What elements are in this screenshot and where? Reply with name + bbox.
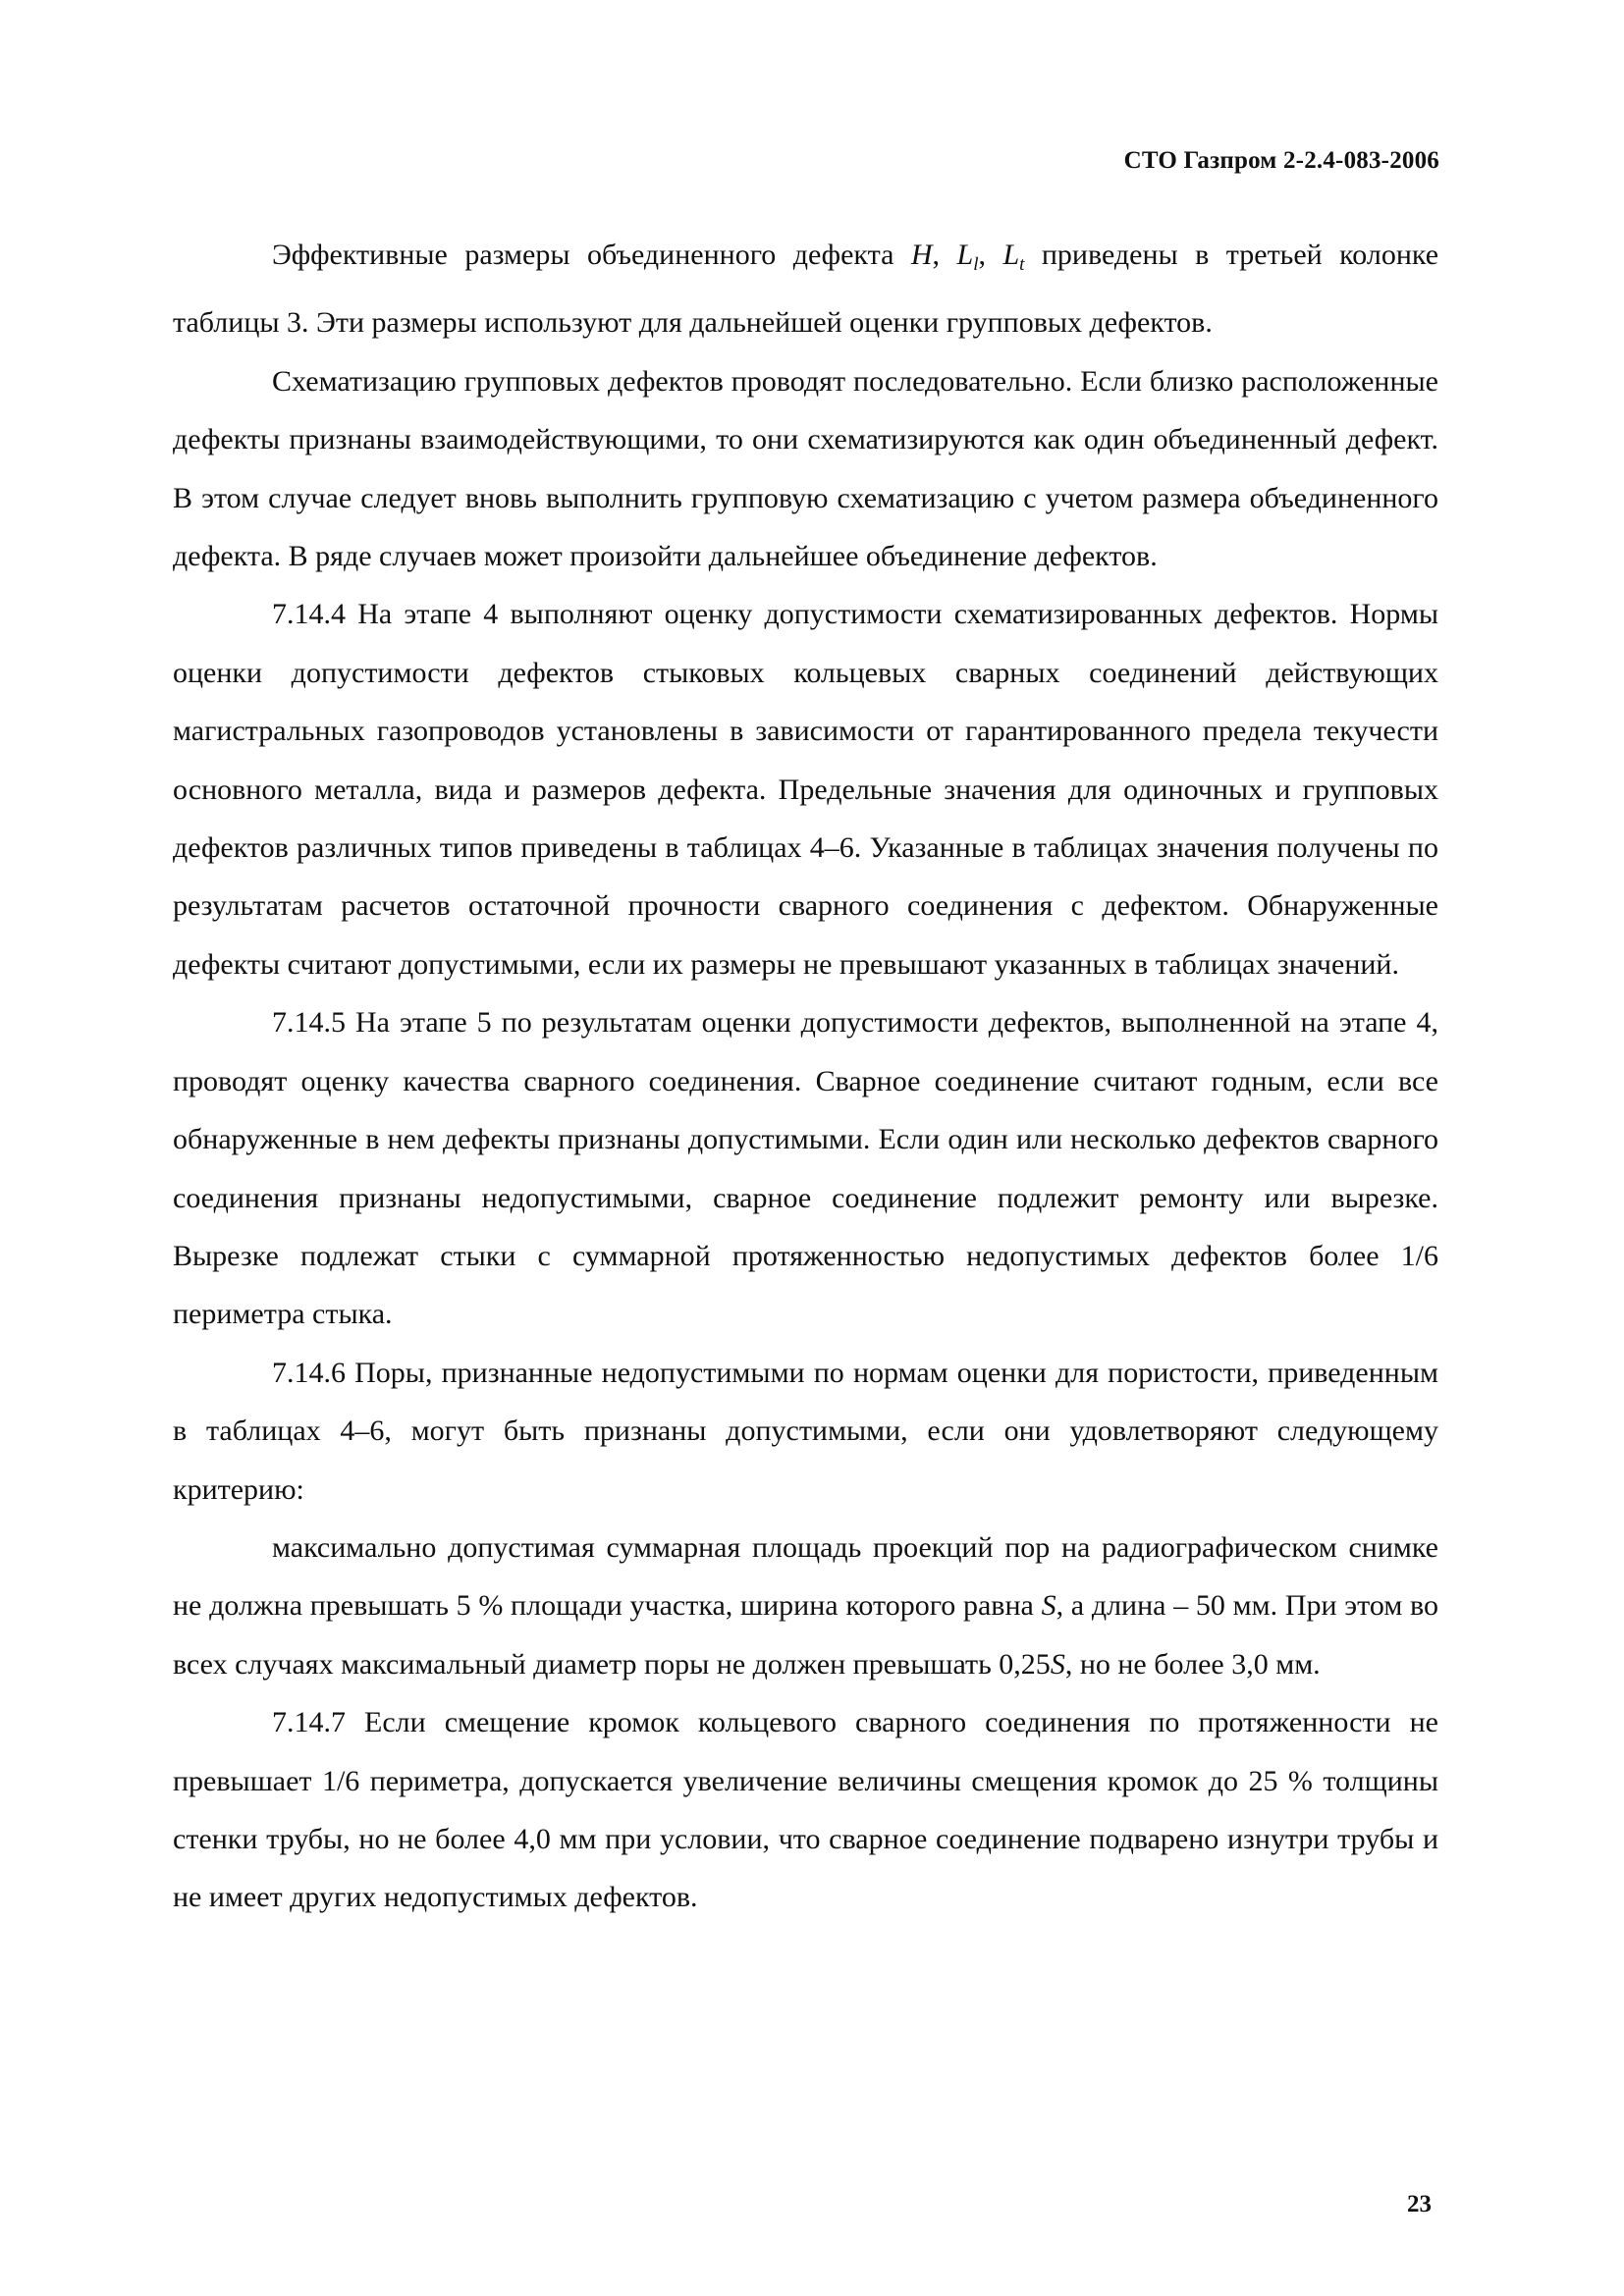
page-number: 23 — [1407, 2191, 1432, 2217]
paragraph-text: , но не более 3,0 мм. — [1064, 1647, 1321, 1681]
paragraph-text: приведены в третьей колонке таблицы 3. Эти размеры используют для дальнейшей оценки групповых дефектов. — [173, 239, 1439, 340]
paragraph-7-14-7: 7.14.7 Если смещение кромок кольцевого сварного соединения по протяженности не превышает 1/6 периметра, допускается увеличение величины смещения кромок до 25 % толщины стенки трубы, но не более 4,0 мм при условии, что сварное соединение подварено изнутри трубы и не имеет других недопустимых дефектов. — [173, 1706, 1438, 1914]
separator: , — [932, 239, 957, 271]
paragraph-text: , а длина – 50 мм. При этом во всех случаях максимальный диаметр поры не должен превышать 0,25 — [173, 1589, 1438, 1681]
paragraph-7-14-6: 7.14.6 Поры, признанные недопустимыми по нормам оценки для пористости, приведенным в таблицах 4–6, могут быть признаны допустимыми, если они удовлетворяют следующему критерию: — [173, 1356, 1438, 1506]
subscript-t: t — [1019, 254, 1025, 275]
paragraph-effective-sizes — [173, 226, 1438, 352]
symbol-S: S — [1050, 1647, 1065, 1681]
symbol-L2: L — [1002, 239, 1020, 271]
document-header: СТО Газпром 2-2.4-083-2006 — [1123, 147, 1439, 174]
body-text — [173, 226, 1438, 1927]
paragraph-7-14-4: 7.14.4 На этапе 4 выполняют оценку допустимости схематизированных дефектов. Нормы оценки допустимости дефектов стыковых кольцевых сварных соединений действующих магистральных газопроводов установлены в зависимости от гарантированного предела текучести основного металла, вида и размеров дефекта. Предельные значения для одиночных и групповых дефектов различных типов приведены в таблицах 4–6. Указанные в таблицах значения получены по результатам расчетов остаточной прочности сварного соединения с дефектом. Обнаруженные дефекты считают допустимыми, если их размеры не превышают указанных в таблицах значений. — [173, 598, 1438, 981]
subscript-l: l — [973, 254, 979, 275]
symbol-S: S — [1041, 1589, 1056, 1623]
paragraph-text: максимально допустимая суммарная площадь проекций пор на радиографическом снимке не должна превышать 5 % площади участка, ширина которого равна — [173, 1530, 1438, 1623]
paragraph-criterion — [173, 1519, 1438, 1693]
paragraph-text: Эффективные размеры объединенного дефекта — [272, 239, 911, 271]
separator: , — [978, 239, 1003, 271]
paragraph-7-14-5: 7.14.5 На этапе 5 по результатам оценки допустимости дефектов, выполненной на этапе 4, проводят оценку качества сварного соединения. Сварное соединение считают годным, если все обнаруженные в нем дефекты признаны допустимыми. Если один или несколько дефектов сварного соединения признаны недопустимыми, сварное соединение подлежит ремонту или вырезке. Вырезке подлежат стыки с суммарной протяженностью недопустимых дефектов более 1/6 периметра стыка. — [173, 1006, 1438, 1331]
paragraph-schematization: Схематизацию групповых дефектов проводят последовательно. Если близко расположенные дефекты признаны взаимодействующими, то они схематизируются как один объединенный дефект. В этом случае следует вновь выполнить групповую схематизацию с учетом размера объединенного дефекта. В ряде случаев может произойти дальнейшее объединение дефектов. — [173, 364, 1438, 573]
symbol-H: H — [910, 239, 933, 271]
symbol-L: L — [956, 239, 974, 271]
